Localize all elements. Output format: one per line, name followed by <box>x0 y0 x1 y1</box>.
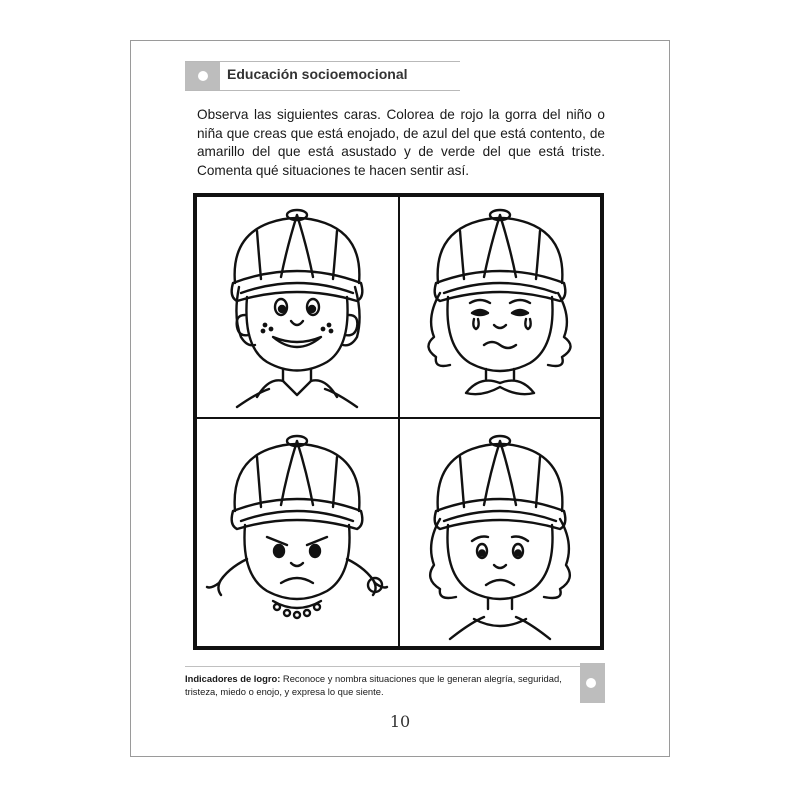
faces-grid <box>193 193 604 650</box>
angry-face-drawing <box>197 419 398 646</box>
achievement-indicators <box>185 672 585 701</box>
instructions-text: Observa las siguientes caras. Colorea de rojo la gorra del niño o niña que creas que está enojado, de azul del que está contento, de amarillo del que está asustado y de verde del que está triste. Comenta qué situaciones te hacen sentir así. <box>197 107 605 178</box>
face-panel-sad[interactable] <box>398 417 602 648</box>
face-panel-happy[interactable] <box>195 195 400 419</box>
footer-divider <box>185 666 605 667</box>
face-panel-angry[interactable] <box>195 417 400 648</box>
page-number: 10 <box>389 712 411 731</box>
achievement-text <box>185 672 585 698</box>
sad-face-drawing <box>400 419 600 646</box>
circle-icon <box>198 71 208 81</box>
section-header-marker <box>185 62 220 90</box>
achievement-label: Indicadores de logro: <box>185 673 281 684</box>
scared-face-drawing <box>400 197 600 417</box>
footer-marker <box>580 663 605 703</box>
happy-face-drawing <box>197 197 398 417</box>
face-panel-scared[interactable] <box>398 195 602 419</box>
section-title: Educación socioemocional <box>227 66 408 82</box>
achievement-description: Reconoce y nombra situaciones que le generan alegría, seguridad, tristeza, miedo o enojo, y expresa lo que siente. <box>185 673 562 697</box>
circle-icon <box>586 678 596 688</box>
